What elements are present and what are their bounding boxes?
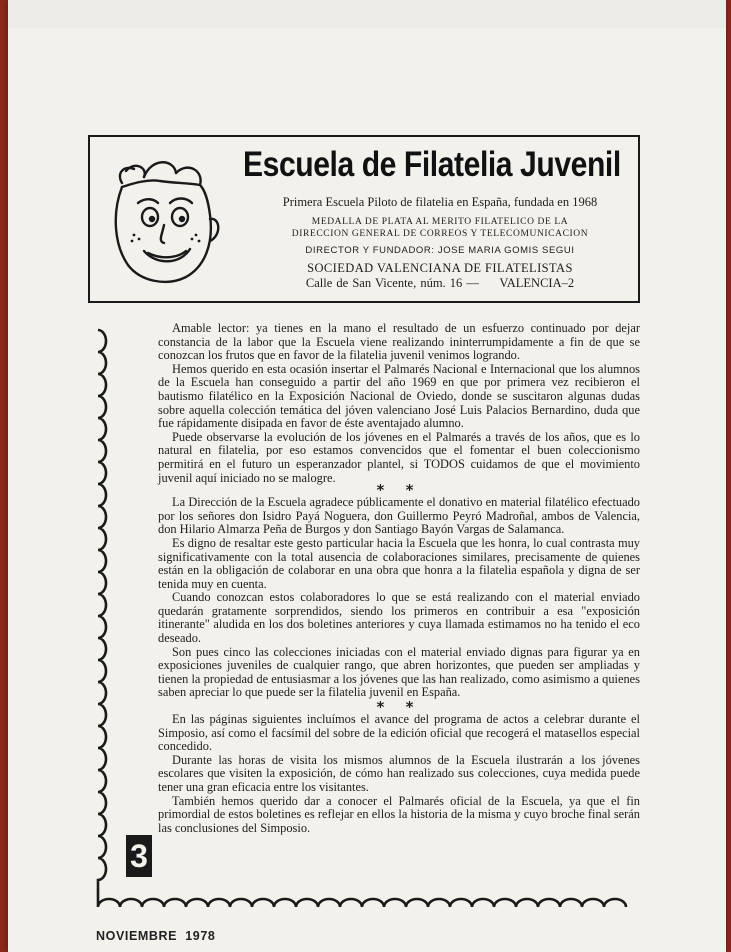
section-separator-stars: * * <box>376 481 422 500</box>
newsletter-page <box>8 0 726 952</box>
paragraph: Es digno de resaltar este gesto particular hacia la Escuela que les honra, lo cual contrasta muy significativamente con la total ausencia de colaboraciones similares, precisamente de quienes están en la obligación de colaborar en una obra que honra a la filatelia española y digna de ser tenida muy en cuenta. <box>158 535 640 591</box>
masthead-subtitle: Primera Escuela Piloto de filatelia en España, fundada en 1968 <box>282 195 598 209</box>
paragraph: Cuando conozcan estos colaboradores lo que se está realizando con el material enviado quedarán gratamente sorprendidos, siendo los primeros en contribuir a esa "exposición itinerante" aludida en los dos boletines anteriores y cuya llamada estimamos no ha tenido el eco deseado. <box>158 590 640 646</box>
boy-mascot-illustration <box>104 153 224 293</box>
paragraph: Puede observarse la evolución de los jóvenes en el Palmarés a través de los años, que es lo natural en filatelia, por eso estamos convencidos que el fomentar el buen coleccionismo permitirá en el futuro un esperanzador plantel, si TODOS cuidamos de que el movimiento juvenil aquí iniciado no se malogre. <box>158 429 640 485</box>
paragraph: Durante las horas de visita los mismos alumnos de la Escuela ilustrarán a los jóvenes escolares que visiten la exposición, de cómo han realizado sus colecciones, cuya medida puede tener una gran eficacia entre los visitantes. <box>158 752 640 794</box>
masthead-title: Escuela de Filatelia Juvenil <box>243 145 621 184</box>
paragraph: La Dirección de la Escuela agradece públicamente el donativo en material filatélico efectuado por los señores don Isidro Payá Noguera, don Guillermo Peyró Madroñal, ambos de Valencia, don Hilario Almarza Peña de Burgos y don Santiago Bayón Vargas de Salamanca. <box>158 495 640 537</box>
paragraph: También hemos querido dar a conocer el Palmarés oficial de la Escuela, ya que el fin primordial de estos boletines es reflejar en ellos la historia de la misma y cuyo broche final serán las conclusiones del Simposio. <box>158 793 640 835</box>
page-number-badge: 3 <box>126 835 152 877</box>
masthead-box <box>88 135 640 303</box>
editorial-text <box>158 322 640 835</box>
masthead-address: Calle de San Vicente, núm. 16 — VALENCIA–2 <box>305 276 575 290</box>
paragraph: Hemos querido en esta ocasión insertar el Palmarés Nacional e Internacional que los alumnos de la Escuela han conseguido a partir del año 1969 en que por primera vez recibieron el bautismo filatélico en la Exposición Nacional de Oviedo, donde se suscitaron algunas dudas sobre aquella colección temática del jóven valenciano José Luis Palacios Bernardino, duda que fue rápidamente disipada en favor de éste aventajado alumno. <box>158 361 640 431</box>
paragraph: En las páginas siguientes incluímos el avance del programa de actos a celebrar durante el Simposio, así como el facsímil del sobre de la edición oficial que recogerá el matasellos especial concedido. <box>158 712 640 754</box>
section-separator-stars: * * <box>376 698 422 717</box>
masthead-medal-line-1: MEDALLA DE PLATA AL MERITO FILATELICO DE LA <box>311 217 569 227</box>
paragraph: Amable lector: ya tienes en la mano el resultado de un esfuerzo continuado por dejar constancia de la labor que la Escuela viene realizando ininterrumpidamente a fin de que se conozcan los frutos que en favor de la filatelia juvenil venimos logrando. <box>158 321 640 363</box>
paragraph: Son pues cinco las colecciones iniciadas con el material enviado dignas para figurar ya en exposiciones juveniles de cualquier rango, que abren horizontes, que pueden ser ampliadas y tienen la propiedad de entusiasmar a los jóvenes que las han realizado, como asimismo a quienes saben apreciar lo que puede ser la filatelia juvenil en España. <box>158 644 640 700</box>
masthead-medal-line-2: DIRECCION GENERAL DE CORREOS Y TELECOMUNICACION <box>291 229 589 239</box>
masthead-society: SOCIEDAD VALENCIANA DE FILATELISTAS <box>307 261 573 275</box>
issue-date: NOVIEMBRE 1978 <box>96 929 216 943</box>
masthead-director: DIRECTOR Y FUNDADOR: JOSE MARIA GOMIS SEGUI <box>305 245 575 256</box>
